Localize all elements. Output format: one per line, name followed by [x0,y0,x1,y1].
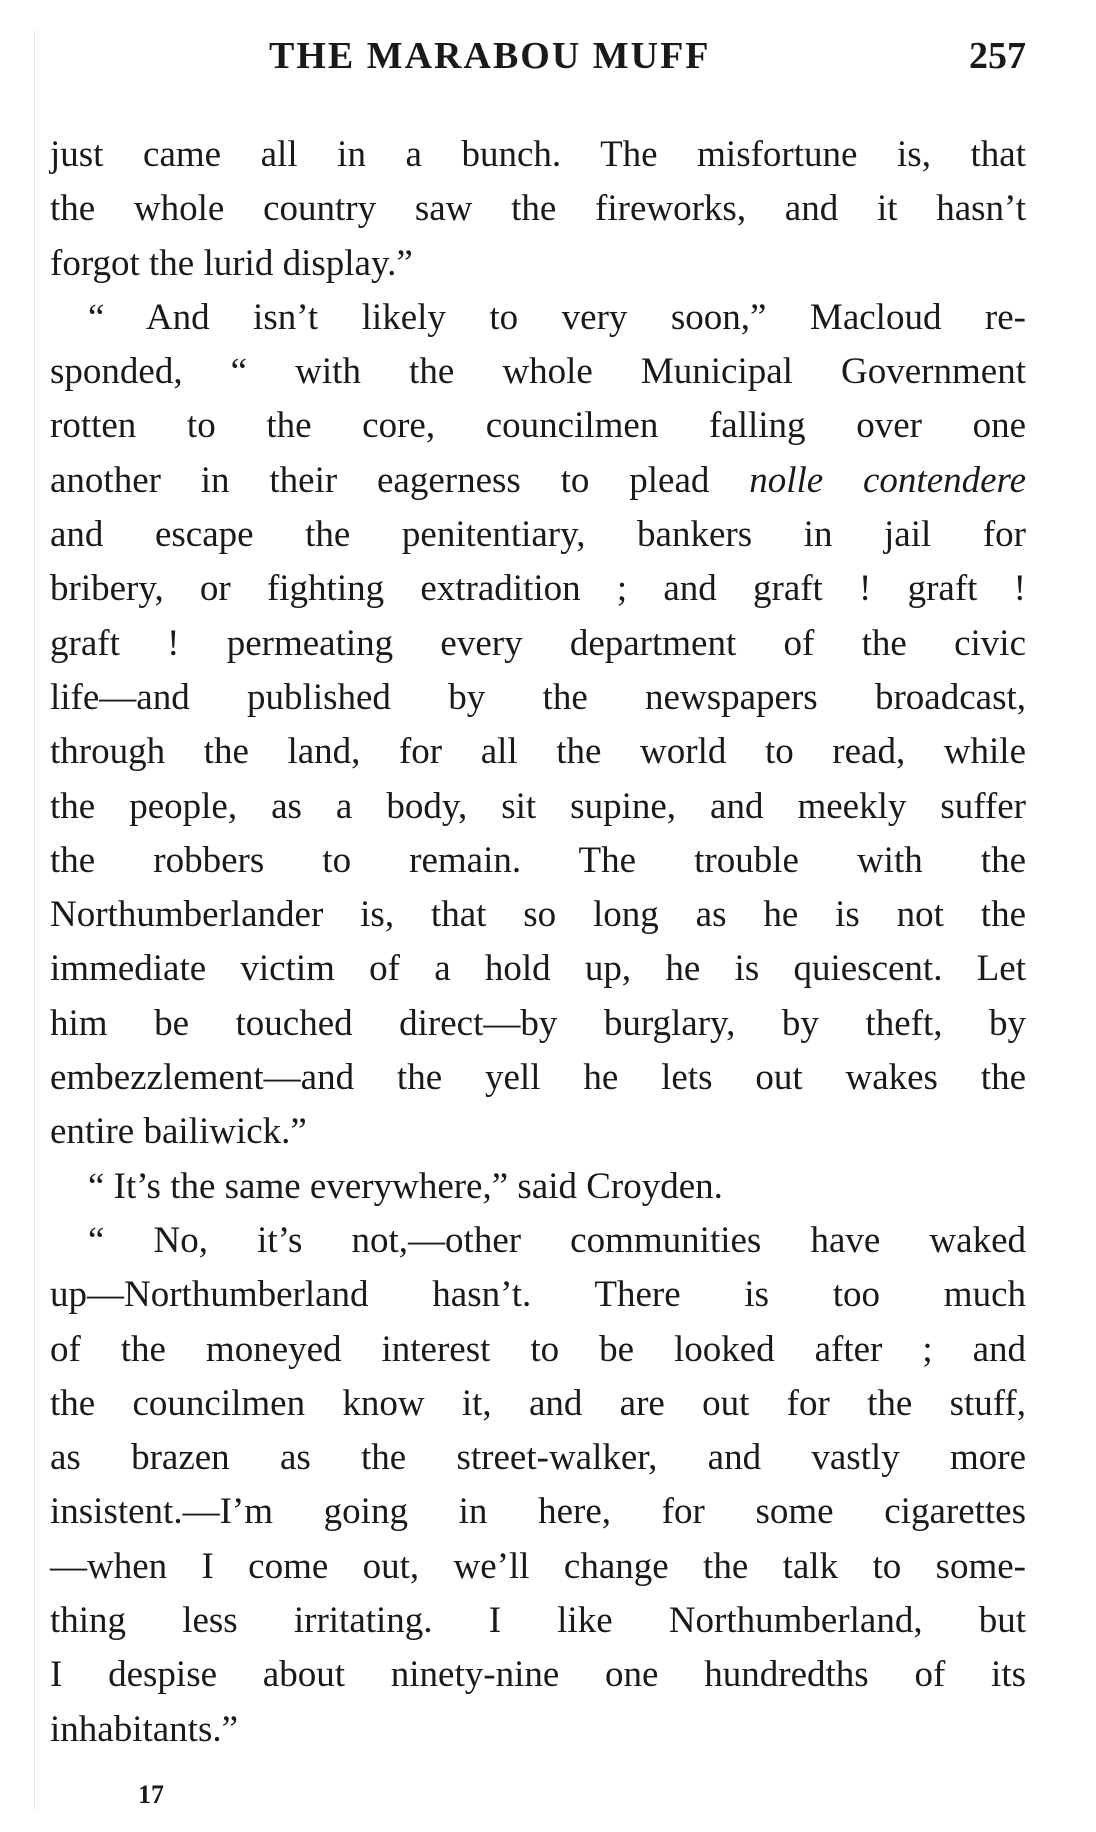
text-line: I despise about ninety-nine one hundredths of its [50,1654,1026,1696]
body-text [50,128,1026,1757]
text-line: thing less irritating. I like Northumberland, but [50,1600,1026,1642]
running-header [54,28,1026,88]
text-line: as brazen as the street-walker, and vastly more [50,1437,1026,1479]
text-line: “ And isn’t likely to very soon,” Macloud re- [88,296,1026,338]
text-line: “ No, it’s not,—other communities have waked [88,1219,1026,1261]
italic-phrase: nolle contendere [749,459,1027,501]
text-line: the whole country saw the fireworks, and it hasn’t [50,188,1026,230]
text-line: “ It’s the same everywhere,” said Croyden. [88,1165,723,1207]
text-line: inhabitants.” [50,1708,239,1750]
text-line: sponded, “ with the whole Municipal Government [50,351,1026,393]
text-line: the people, as a body, sit supine, and meekly suffer [50,785,1026,827]
text-line: just came all in a bunch. The misfortune is, that [50,134,1026,175]
text-line: embezzlement—and the yell he lets out wakes the [50,1057,1026,1099]
text-line: and escape the penitentiary, bankers in jail for [50,514,1026,556]
text-line: forgot the lurid display.” [50,242,413,284]
text-line: him be touched direct—by burglary, by theft, by [50,1002,1026,1044]
text-segment: another in their eagerness to plead [50,459,710,501]
text-line: of the moneyed interest to be looked after ; and [50,1328,1026,1370]
text-line: entire bailiwick.” [50,1111,307,1153]
text-line: graft ! permeating every department of the civic [50,622,1026,664]
page-edge-divider [34,30,35,1810]
text-line: the councilmen know it, and are out for the stuff, [50,1382,1026,1424]
text-line: —when I come out, we’ll change the talk to some- [50,1545,1026,1587]
page-number: 257 [969,35,1026,77]
text-line: immediate victim of a hold up, he is quiescent. Let [50,948,1026,990]
text-line: up—Northumberland hasn’t. There is too much [50,1274,1026,1316]
text-line: Northumberlander is, that so long as he is not the [50,894,1026,936]
text-line: through the land, for all the world to read, while [50,731,1026,773]
text-line: bribery, or fighting extradition ; and graft ! graft ! [50,568,1026,610]
text-line: rotten to the core, councilmen falling over one [50,405,1026,447]
text-line: insistent.—I’m going in here, for some cigarettes [50,1491,1026,1533]
text-line: life—and published by the newspapers broadcast, [50,676,1026,718]
text-line: the robbers to remain. The trouble with the [50,839,1026,881]
running-title: THE MARABOU MUFF [269,35,711,77]
text-line [50,454,1026,508]
signature-mark: 17 [138,1780,164,1809]
